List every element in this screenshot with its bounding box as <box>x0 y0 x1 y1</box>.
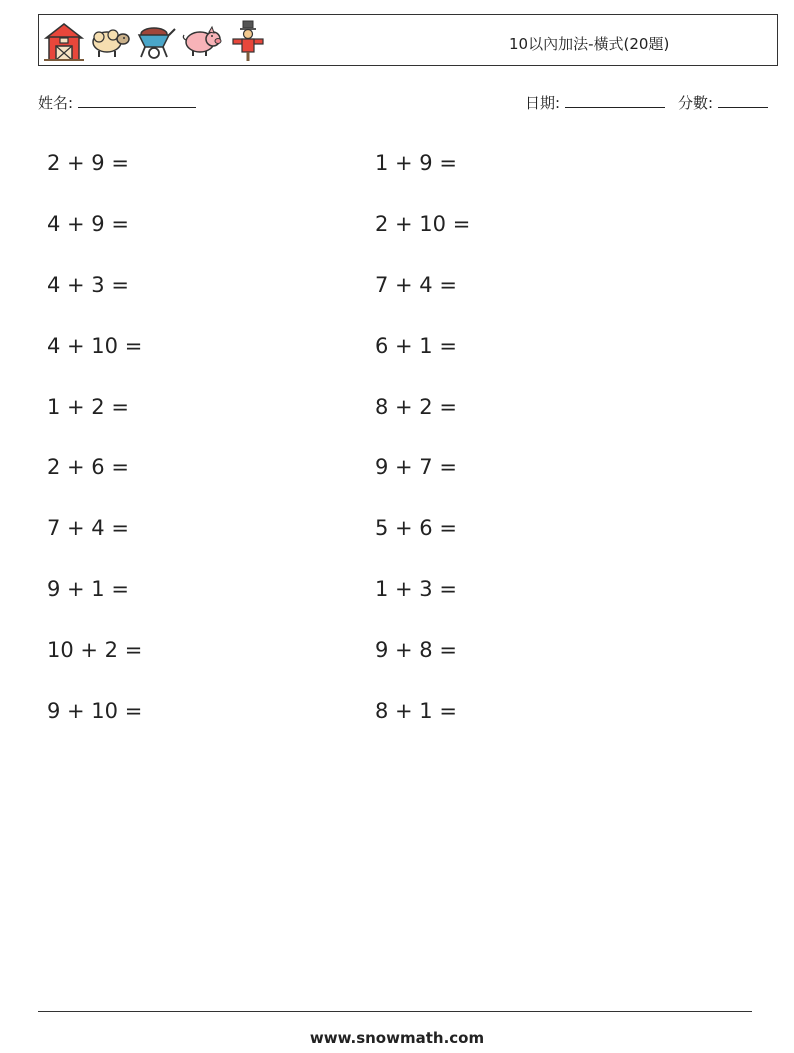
worksheet-header <box>38 14 778 66</box>
date-label: 日期: <box>525 94 561 112</box>
problem-item: 9 + 10 = <box>47 699 143 723</box>
score-field <box>678 93 768 113</box>
name-blank[interactable] <box>78 93 196 108</box>
problem-item: 6 + 1 = <box>375 334 457 358</box>
problem-item: 7 + 4 = <box>375 273 457 297</box>
problem-item: 1 + 3 = <box>375 577 457 601</box>
problem-item: 9 + 7 = <box>375 455 457 479</box>
problem-item: 9 + 1 = <box>47 577 129 601</box>
score-blank[interactable] <box>718 93 768 108</box>
date-blank[interactable] <box>565 93 665 108</box>
problem-item: 9 + 8 = <box>375 638 457 662</box>
name-field <box>38 93 196 113</box>
problem-item: 5 + 6 = <box>375 516 457 540</box>
problem-item: 4 + 9 = <box>47 212 129 236</box>
problem-item: 8 + 1 = <box>375 699 457 723</box>
problem-item: 2 + 6 = <box>47 455 129 479</box>
wheelbarrow-icon <box>135 20 177 62</box>
footer-divider <box>38 1011 752 1012</box>
date-field <box>525 93 665 113</box>
problem-item: 10 + 2 = <box>47 638 143 662</box>
scarecrow-icon <box>227 20 269 62</box>
footer-website: www.snowmath.com <box>309 1029 485 1047</box>
problem-item: 1 + 2 = <box>47 395 129 419</box>
sheep-icon <box>89 20 131 62</box>
problem-item: 7 + 4 = <box>47 516 129 540</box>
problem-item: 8 + 2 = <box>375 395 457 419</box>
problem-item: 2 + 10 = <box>375 212 471 236</box>
problem-item: 2 + 9 = <box>47 151 129 175</box>
pig-icon <box>181 20 223 62</box>
barn-icon <box>43 20 85 62</box>
worksheet-title: 10以內加法-橫式(20題) <box>509 35 670 53</box>
score-label: 分數: <box>678 94 714 112</box>
header-icons <box>43 19 269 63</box>
name-label: 姓名: <box>38 94 74 112</box>
problem-item: 1 + 9 = <box>375 151 457 175</box>
problem-item: 4 + 10 = <box>47 334 143 358</box>
problem-item: 4 + 3 = <box>47 273 129 297</box>
